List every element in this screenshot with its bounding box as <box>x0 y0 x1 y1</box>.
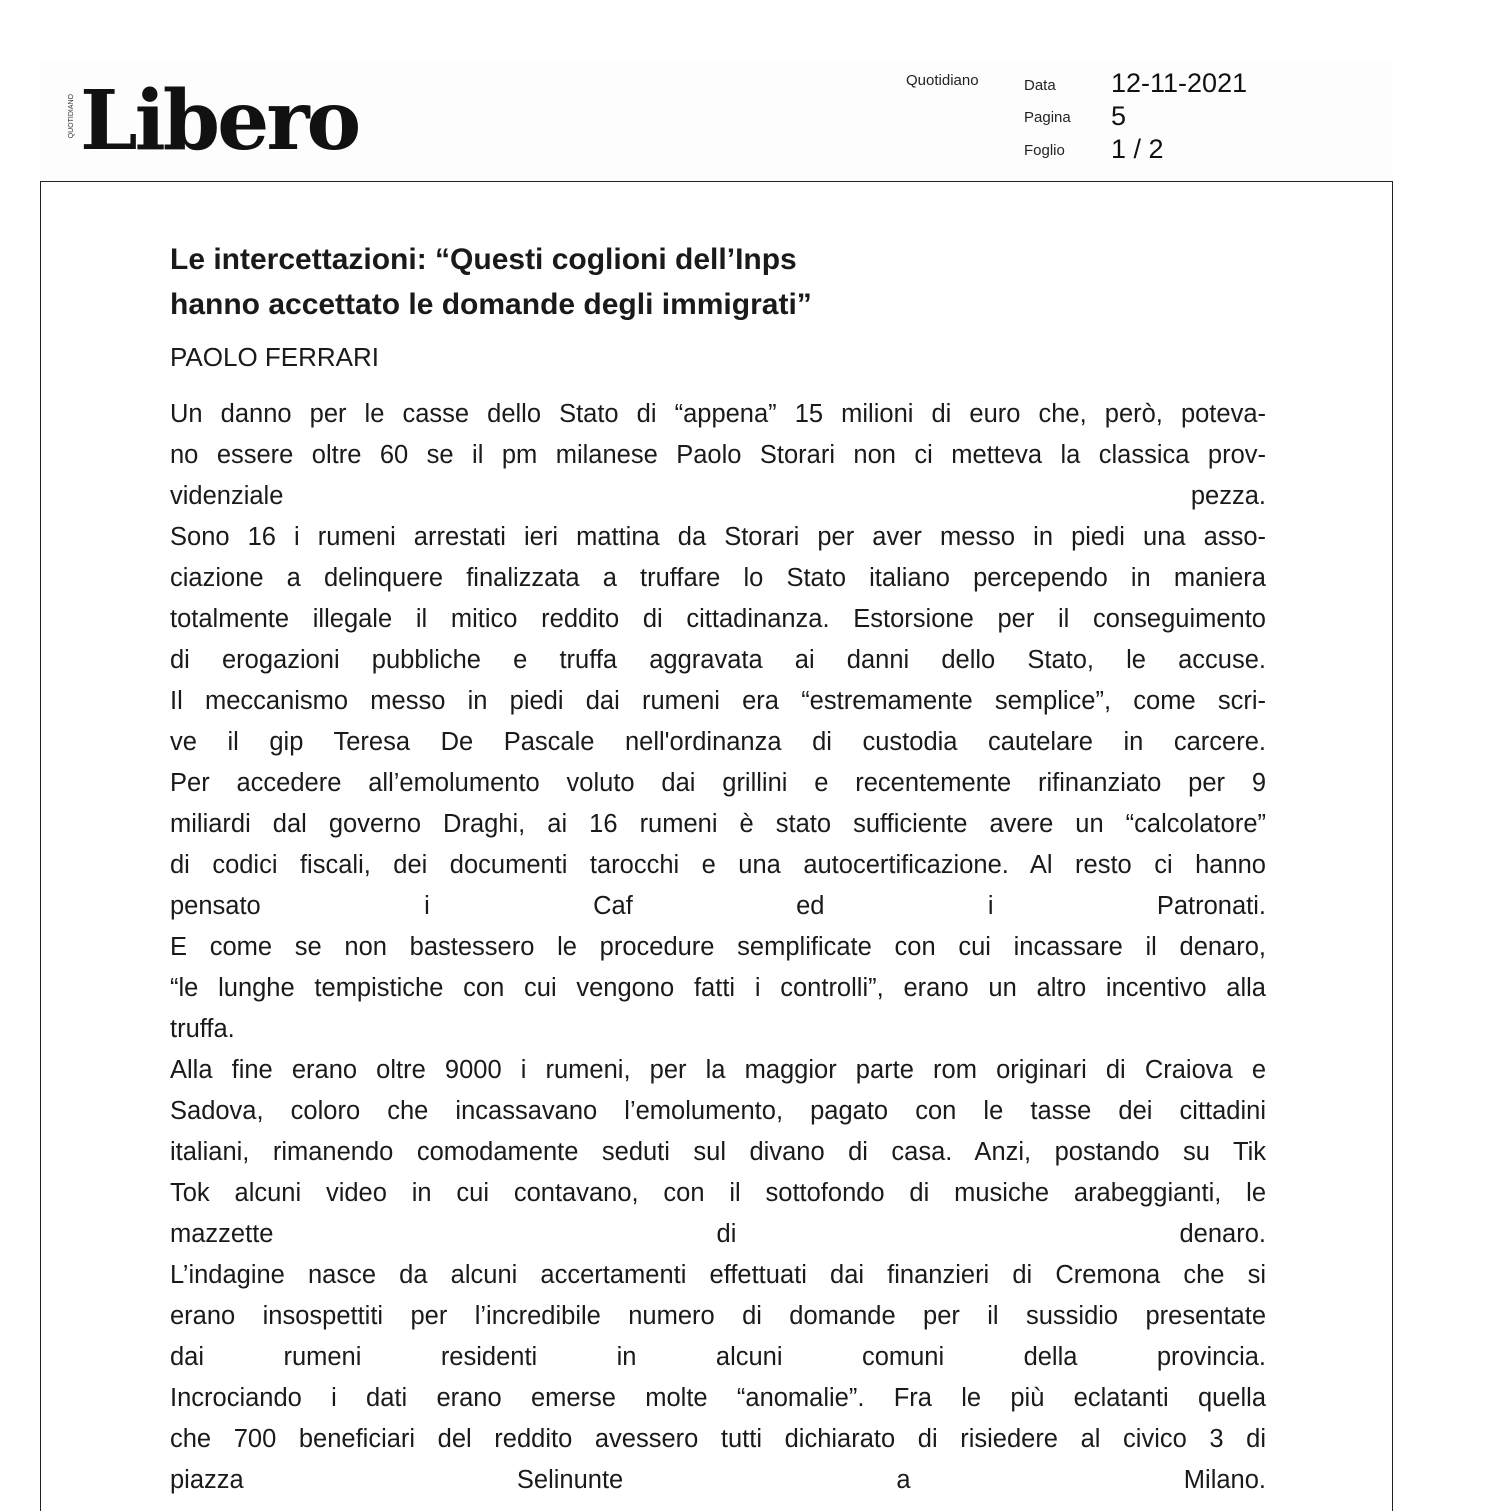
body-line: mazzette di denaro. <box>170 1220 1266 1248</box>
body-line: videnziale pezza. <box>170 482 1266 510</box>
body-line: L’indagine nasce da alcuni accertamenti effettuati dai finanzieri di Cremona che si <box>170 1261 1266 1289</box>
logo-text: Libero <box>80 73 359 169</box>
article-title <box>170 237 812 327</box>
body-line: no essere oltre 60 se il pm milanese Paolo Storari non ci metteva la classica prov- <box>170 441 1266 469</box>
body-line: truffa. <box>170 1015 235 1043</box>
body-line: Il meccanismo messo in piedi dai rumeni era “estremamente semplice”, come scri- <box>170 687 1266 715</box>
date-label: Data <box>1024 77 1056 94</box>
body-line: erano insospettiti per l’incredibile numero di domande per il sussidio presentate <box>170 1302 1266 1330</box>
body-line: Alla fine erano oltre 9000 i rumeni, per la maggior parte rom originari di Craiova e <box>170 1056 1266 1084</box>
sheet-label: Foglio <box>1024 142 1065 159</box>
body-line: ciazione a delinquere finalizzata a truffare lo Stato italiano percependo in maniera <box>170 564 1266 592</box>
page-label: Pagina <box>1024 109 1071 126</box>
body-line: che 700 beneficiari del reddito avessero tutti dichiarato di risiedere al civico 3 di <box>170 1425 1266 1453</box>
title-line: Le intercettazioni: “Questi coglioni dell’Inps <box>170 243 797 276</box>
body-line: totalmente illegale il mitico reddito di cittadinanza. Estorsione per il conseguimento <box>170 605 1266 633</box>
body-line: Sono 16 i rumeni arrestati ieri mattina da Storari per aver messo in piedi una asso- <box>170 523 1266 551</box>
body-line: E come se non bastessero le procedure semplificate con cui incassare il denaro, <box>170 933 1266 961</box>
body-line: ve il gip Teresa De Pascale nell'ordinanza di custodia cautelare in carcere. <box>170 728 1266 756</box>
body-line: di erogazioni pubbliche e truffa aggravata ai danni dello Stato, le accuse. <box>170 646 1266 674</box>
article-author: PAOLO FERRARI <box>170 342 380 372</box>
body-line: “le lunghe tempistiche con cui vengono fatti i controlli”, erano un altro incentivo alla <box>170 974 1266 1002</box>
body-line: Per accedere all’emolumento voluto dai grillini e recentemente rifinanziato per 9 <box>170 769 1266 797</box>
article-body <box>170 394 1266 1501</box>
page-value: 5 <box>1111 101 1127 131</box>
body-line: Sadova, coloro che incassavano l’emolumento, pagato con le tasse dei cittadini <box>170 1097 1266 1125</box>
body-line: italiani, rimanendo comodamente seduti sul divano di casa. Anzi, postando su Tik <box>170 1138 1266 1166</box>
body-line: piazza Selinunte a Milano. <box>170 1466 1266 1494</box>
body-line: Un danno per le casse dello Stato di “appena” 15 milioni di euro che, però, poteva- <box>170 400 1266 428</box>
body-line: pensato i Caf ed i Patronati. <box>170 892 1266 920</box>
body-line: di codici fiscali, dei documenti tarocchi e una autocertificazione. Al resto ci hanno <box>170 851 1266 879</box>
libero-logo <box>80 73 359 169</box>
body-line: Tok alcuni video in cui contavano, con il sottofondo di musiche arabeggianti, le <box>170 1179 1266 1207</box>
sheet-value: 1 / 2 <box>1111 134 1164 164</box>
body-line: miliardi dal governo Draghi, ai 16 rumeni è stato sufficiente avere un “calcolatore” <box>170 810 1266 838</box>
publication-type: Quotidiano <box>906 72 979 89</box>
logo-vertical-text: QUOTIDIANO <box>68 94 75 139</box>
body-line: Incrociando i dati erano emerse molte “anomalie”. Fra le più eclatanti quella <box>170 1384 1266 1412</box>
date-value: 12-11-2021 <box>1111 68 1248 98</box>
title-line: hanno accettato le domande degli immigrati” <box>170 288 812 321</box>
body-line: dai rumeni residenti in alcuni comuni della provincia. <box>170 1343 1266 1371</box>
